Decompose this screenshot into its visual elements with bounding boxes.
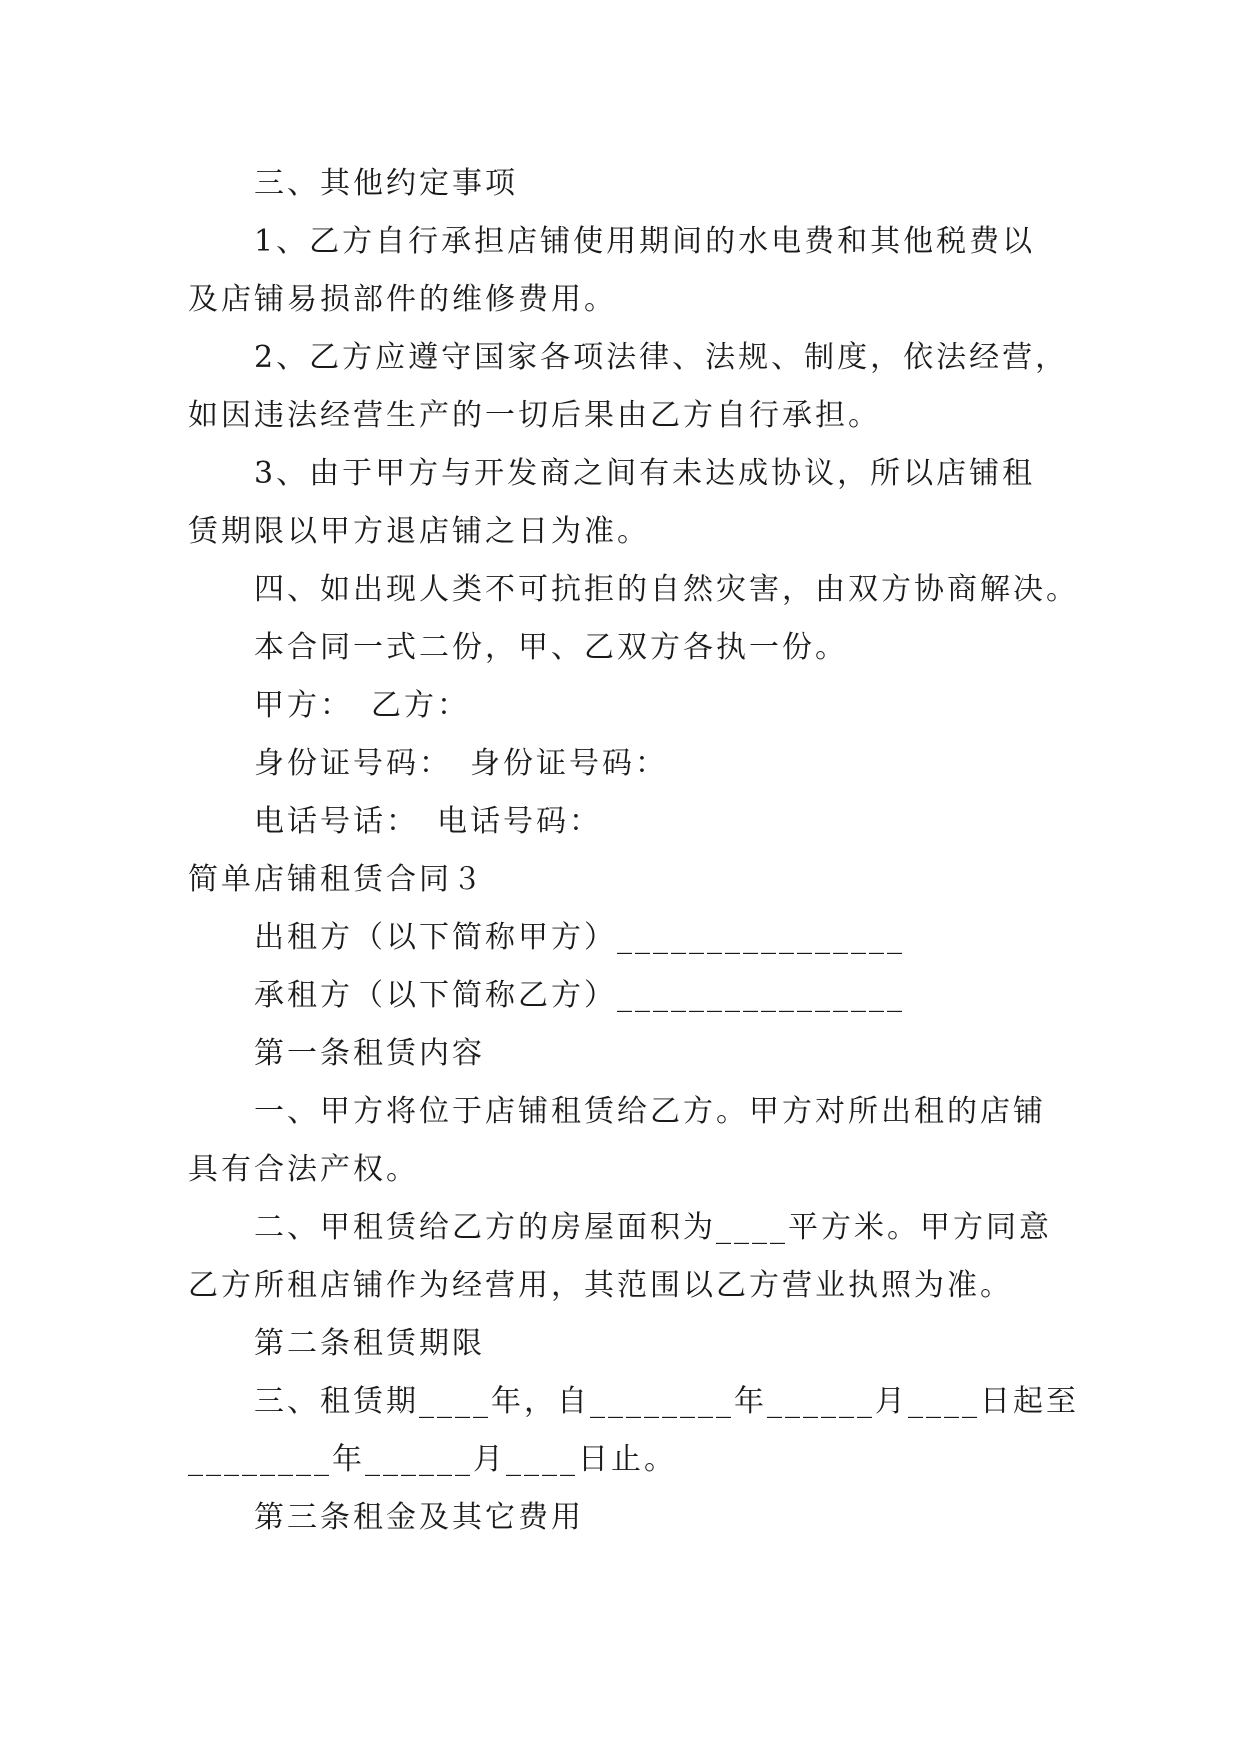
article-2-heading: 第二条租赁期限 [254, 1326, 485, 1361]
lease-term-line-1: 三、租赁期____年，自________年______月____日起至 [254, 1384, 1079, 1419]
article-1-heading: 第一条租赁内容 [254, 1036, 485, 1071]
section-heading-other-terms: 三、其他约定事项 [254, 166, 518, 201]
lessee-line: 承租方（以下简称乙方）________________ [254, 978, 905, 1013]
article-3-heading: 第三条租金及其它费用 [254, 1500, 584, 1535]
id-number-line: 身份证号码： 身份证号码： [254, 746, 668, 781]
phone-number-line: 电话号话： 电话号码： [254, 804, 602, 839]
clause-2-line-1: 2、乙方应遵守国家各项法律、法规、制度，依法经营， [254, 340, 1069, 375]
clause-1-line-2: 及店铺易损部件的维修费用。 [188, 282, 617, 317]
party-signature-line: 甲方： 乙方： [254, 688, 470, 723]
clause-1-line-1: 1、乙方自行承担店铺使用期间的水电费和其他税费以 [254, 224, 1036, 259]
section-four: 四、如出现人类不可抗拒的自然灾害，由双方协商解决。 [254, 572, 1079, 607]
clause-2-line-2: 如因违法经营生产的一切后果由乙方自行承担。 [188, 398, 881, 433]
article-1-clause-1-line-2: 具有合法产权。 [188, 1152, 419, 1187]
article-1-clause-2-line-2: 乙方所租店铺作为经营用，其范围以乙方营业执照为准。 [188, 1268, 1013, 1303]
lease-term-line-2: ________年______月____日止。 [188, 1442, 677, 1477]
copies-statement: 本合同一式二份，甲、乙双方各执一份。 [254, 630, 848, 665]
article-1-clause-1-line-1: 一、甲方将位于店铺租赁给乙方。甲方对所出租的店铺 [254, 1094, 1046, 1129]
article-1-clause-2-line-1: 二、甲租赁给乙方的房屋面积为____平方米。甲方同意 [254, 1210, 1052, 1245]
lessor-line: 出租方（以下简称甲方）________________ [254, 920, 905, 955]
clause-3-line-2: 赁期限以甲方退店铺之日为准。 [188, 514, 650, 549]
clause-3-line-1: 3、由于甲方与开发商之间有未达成协议，所以店铺租 [254, 456, 1036, 491]
contract-title: 简单店铺租赁合同３ [188, 862, 485, 897]
